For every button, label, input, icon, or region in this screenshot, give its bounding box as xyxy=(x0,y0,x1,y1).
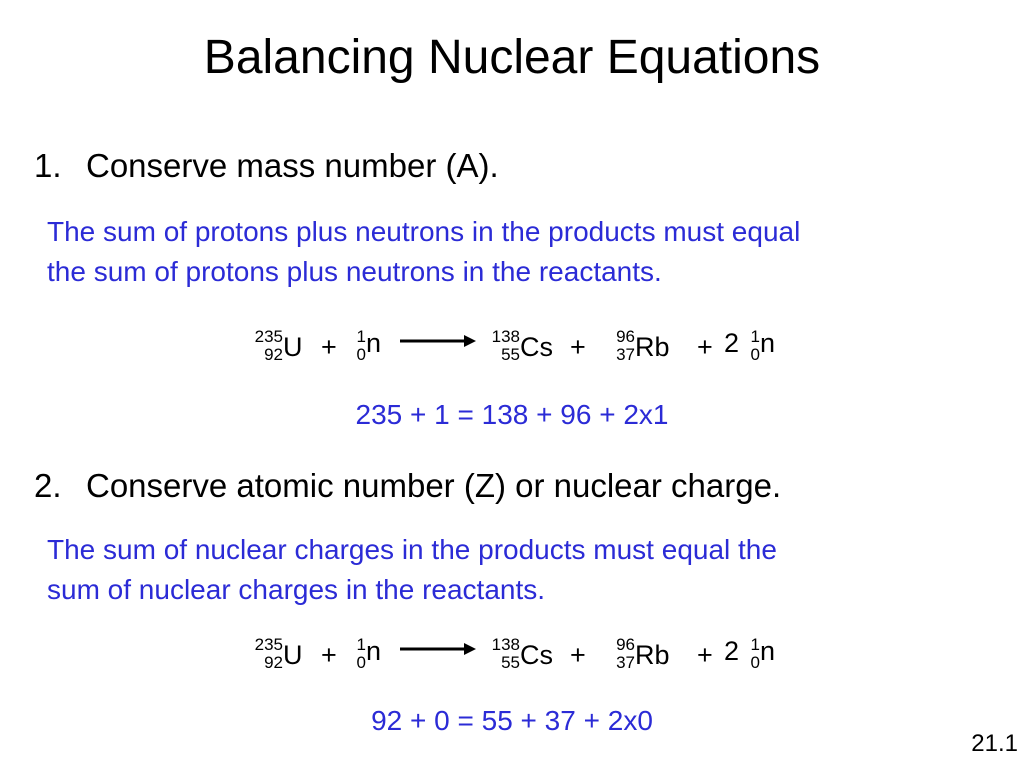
product-neutron-mass-number: 1 xyxy=(750,327,760,346)
neutron-coefficient: 2 xyxy=(724,636,740,666)
point-2-number: 2. xyxy=(34,467,62,504)
point-2-explanation-line-1: The sum of nuclear charges in the products must equal the xyxy=(47,534,777,565)
cesium-symbol: Cs xyxy=(520,332,553,362)
rubidium-atomic-number: 37 xyxy=(616,345,635,364)
point-1-explanation-line-1: The sum of protons plus neutrons in the products must equal xyxy=(47,216,801,247)
point-2-text: Conserve atomic number (Z) or nuclear charge. xyxy=(86,467,782,504)
uranium-atomic-number: 92 xyxy=(264,653,283,672)
neutron-atomic-number: 0 xyxy=(356,345,366,364)
uranium-mass-number: 235 xyxy=(254,635,283,654)
plus-sign: + xyxy=(697,640,713,670)
product-neutron-atomic-number: 0 xyxy=(750,345,760,364)
nuclear-equation-2 xyxy=(0,636,1024,696)
neutron-symbol: n xyxy=(366,328,382,358)
product-neutron-symbol: n xyxy=(760,328,776,358)
cesium-mass-number: 138 xyxy=(491,635,520,654)
point-1-number: 1. xyxy=(34,147,62,184)
cesium-mass-number: 138 xyxy=(491,327,520,346)
neutron-symbol: n xyxy=(366,636,382,666)
point-2-explanation-line-2: sum of nuclear charges in the reactants. xyxy=(47,574,546,605)
plus-sign: + xyxy=(321,332,337,362)
cesium-atomic-number: 55 xyxy=(501,653,520,672)
product-neutron-mass-number: 1 xyxy=(750,635,760,654)
product-neutron-symbol: n xyxy=(760,636,776,666)
rubidium-mass-number: 96 xyxy=(616,635,635,654)
neutron-atomic-number: 0 xyxy=(356,653,366,672)
neutron-mass-number: 1 xyxy=(356,635,366,654)
mass-number-balance: 235 + 1 = 138 + 96 + 2x1 xyxy=(355,399,669,430)
nuclear-equation-1 xyxy=(0,328,1024,388)
uranium-atomic-number: 92 xyxy=(264,345,283,364)
rubidium-symbol: Rb xyxy=(635,640,670,670)
cesium-atomic-number: 55 xyxy=(501,345,520,364)
right-arrow-icon xyxy=(398,639,478,659)
uranium-mass-number: 235 xyxy=(254,327,283,346)
point-1-explanation-line-2: the sum of protons plus neutrons in the reactants. xyxy=(47,256,662,287)
neutron-mass-number: 1 xyxy=(356,327,366,346)
slide-number: 21.1 xyxy=(971,730,1018,757)
atomic-number-balance: 92 + 0 = 55 + 37 + 2x0 xyxy=(371,705,653,736)
rubidium-symbol: Rb xyxy=(635,332,670,362)
point-1-text: Conserve mass number (A). xyxy=(86,147,499,184)
uranium-symbol: U xyxy=(283,640,303,670)
neutron-coefficient: 2 xyxy=(724,328,740,358)
plus-sign: + xyxy=(697,332,713,362)
plus-sign: + xyxy=(321,640,337,670)
rubidium-atomic-number: 37 xyxy=(616,653,635,672)
plus-sign: + xyxy=(570,332,586,362)
plus-sign: + xyxy=(570,640,586,670)
product-neutron-atomic-number: 0 xyxy=(750,653,760,672)
uranium-symbol: U xyxy=(283,332,303,362)
right-arrow-icon xyxy=(398,331,478,351)
slide-title: Balancing Nuclear Equations xyxy=(203,31,821,84)
cesium-symbol: Cs xyxy=(520,640,553,670)
rubidium-mass-number: 96 xyxy=(616,327,635,346)
